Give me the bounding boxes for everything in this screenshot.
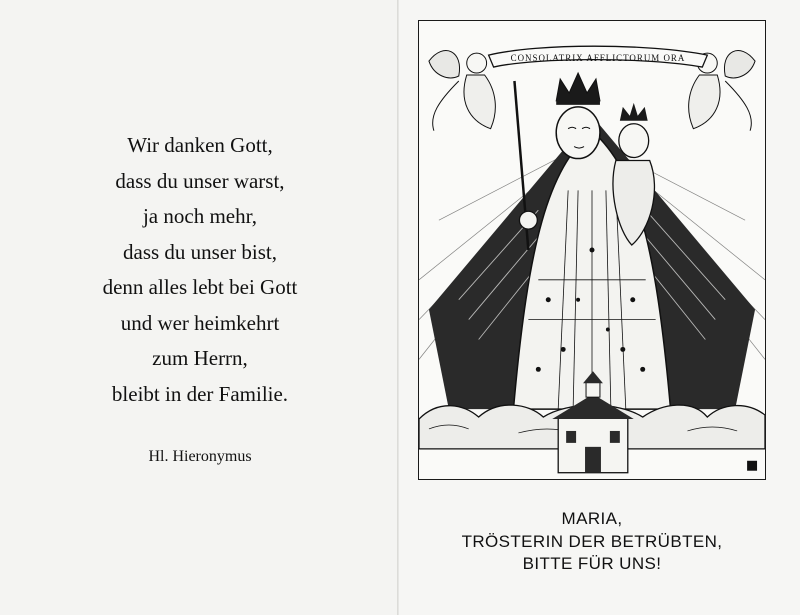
prayer-line: MARIA, <box>561 509 623 528</box>
prayer <box>418 508 766 576</box>
crown-icon <box>556 73 600 105</box>
poem-line: denn alles lebt bei Gott <box>102 275 298 299</box>
prayer-line: TRÖSTERIN DER BETRÜBTEN, <box>461 531 723 551</box>
madonna-woodcut-illustration <box>418 20 766 480</box>
attribution: Hl. Hieronymus <box>148 448 252 465</box>
poem-line: und wer heimkehrt <box>120 310 280 335</box>
banner-text: CONSOLATRIX AFFLICTORUM ORA <box>510 53 686 64</box>
poem-line: Wir danken Gott, <box>127 133 273 157</box>
poem-line: zum Herrn, <box>152 346 248 370</box>
angel-icon <box>429 51 495 131</box>
prayer-line: BITTE FÜR UNS! <box>522 554 662 573</box>
left-panel <box>0 0 398 615</box>
poem-line: ja noch mehr, <box>142 204 258 228</box>
poem <box>30 128 370 412</box>
poem-line: dass du unser bist, <box>123 239 277 264</box>
poem-line: dass du unser warst, <box>115 168 285 193</box>
poem-line: bleibt in der Familie. <box>111 381 289 406</box>
